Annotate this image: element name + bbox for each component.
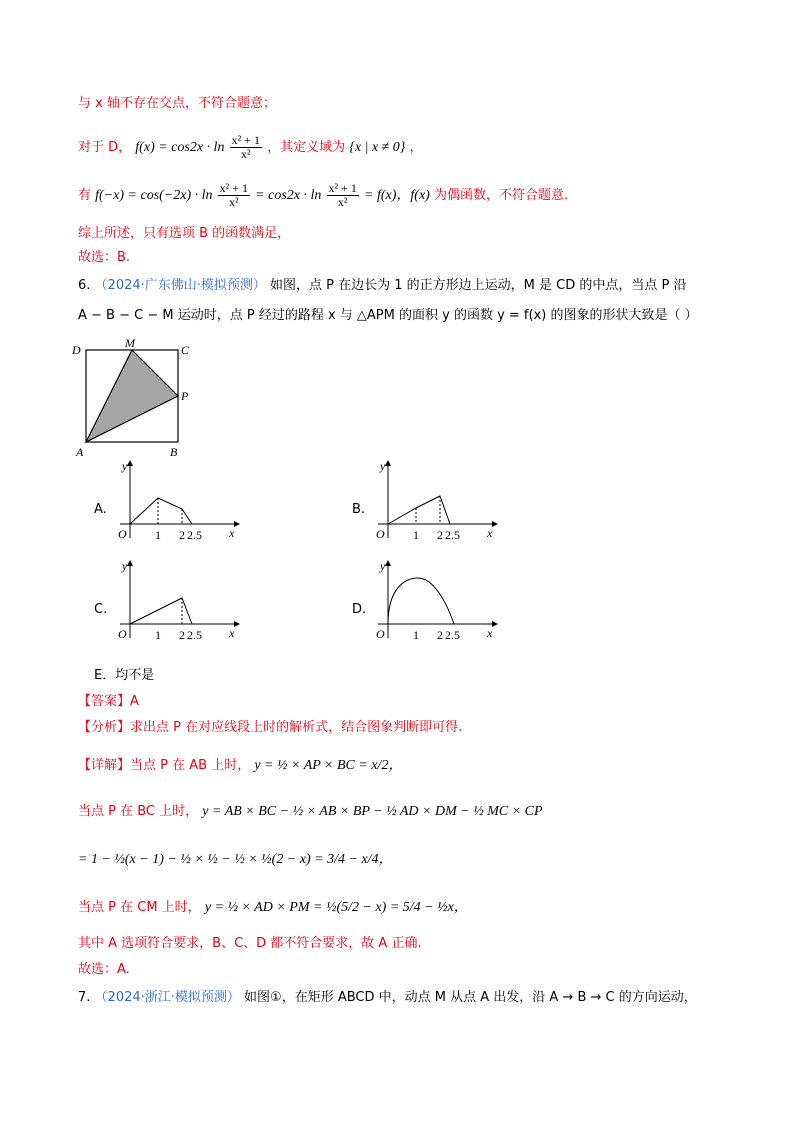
svg-text:1: 1 — [413, 528, 419, 542]
question-7-line-1 — [78, 988, 697, 1008]
label-d: D — [72, 343, 81, 357]
svg-text:2.5: 2.5 — [187, 628, 202, 642]
detail-line-2: 当点 P 在 BC 上时， y = AB × BC − ½ × AB × BP − ½ AD × DM − ½ MC × CP — [78, 804, 543, 819]
detail-line-1: 【详解】当点 P 在 AB 上时， y = ½ × AP × BC = x/2， — [78, 758, 403, 773]
svg-text:2.5: 2.5 — [187, 528, 202, 542]
label-m: M — [125, 336, 135, 350]
conclusion-line: 其中 A 选项符合要求，B、C、D 都不符合要求，故 A 正确. — [78, 936, 422, 951]
svg-text:x: x — [487, 626, 493, 640]
svg-text:y: y — [122, 459, 128, 473]
question-text: 如图，点 P 在边长为 1 的正方形边上运动，M 是 CD 的中点，当点 P 沿 — [270, 278, 687, 293]
option-a-label: A. — [94, 502, 107, 517]
question-6-line-1 — [78, 276, 687, 296]
option-a-curve — [130, 498, 192, 524]
solution-choice: 故选：B. — [78, 250, 131, 265]
svg-text:x: x — [229, 626, 235, 640]
svg-text:x: x — [487, 526, 493, 540]
detail-line-3: = 1 − ½(x − 1) − ½ × ½ − ½ × ½(2 − x) = 3/4 − x/4， — [78, 852, 393, 867]
svg-text:2: 2 — [437, 628, 443, 642]
label-a: A — [76, 445, 84, 459]
svg-text:y: y — [380, 459, 386, 473]
svg-text:2: 2 — [179, 528, 185, 542]
label-p: P — [181, 389, 189, 403]
option-b-curve — [388, 496, 450, 524]
solution-line-2: 对于 D， f(x) = cos2x · ln $\frac{\text{x² + 1}}{\text{x²}}$ ，其定义域为 {x | x ≠ 0} ， — [78, 133, 423, 161]
detail-tag: 【详解】 — [78, 758, 131, 773]
analysis-line: 【分析】求出点 P 在对应线段上时的解析式，结合图象判断即可得. — [78, 720, 463, 735]
answer-value: A — [130, 694, 139, 709]
svg-text:y: y — [122, 559, 128, 573]
svg-text:1: 1 — [413, 628, 419, 642]
option-e: E．均不是 — [94, 668, 155, 683]
choice-line: 故选：A. — [78, 962, 130, 977]
label-c: C — [181, 343, 190, 357]
question-number: 6. — [78, 278, 91, 293]
label-b: B — [170, 445, 178, 459]
svg-text:2: 2 — [437, 528, 443, 542]
svg-text:x: x — [229, 526, 235, 540]
option-c-label: C. — [94, 602, 108, 617]
svg-text:O: O — [376, 527, 385, 541]
option-d-graph — [370, 558, 500, 646]
option-a-graph — [112, 458, 242, 546]
answer-line — [78, 692, 139, 712]
triangle-apm — [86, 350, 178, 442]
option-c-graph — [112, 558, 242, 646]
svg-text:O: O — [118, 627, 127, 641]
svg-text:1: 1 — [155, 528, 161, 542]
svg-text:y: y — [380, 559, 386, 573]
option-b-graph — [370, 458, 500, 546]
question-source: （2024·广东佛山·模拟预测） — [94, 278, 266, 293]
svg-text:O: O — [376, 627, 385, 641]
question-number: 7. — [78, 990, 91, 1005]
solution-line-1: 与 x 轴不存在交点，不符合题意； — [78, 96, 276, 111]
square-figure — [70, 336, 200, 460]
question-source: （2024·浙江·模拟预测） — [94, 990, 240, 1005]
question-text: 如图①，在矩形 ABCD 中，动点 M 从点 A 出发，沿 A → B → C 的方向运动， — [244, 990, 697, 1005]
option-c-curve — [130, 598, 192, 624]
analysis-tag: 【分析】 — [78, 720, 131, 735]
detail-line-4: 当点 P 在 CM 上时， y = ½ × AD × PM = ½(5/2 − x) = 5/4 − ½x， — [78, 900, 468, 915]
question-6-line-2: A − B − C − M 运动时，点 P 经过的路程 x 与 △APM 的面积 y 的函数 y = f(x) 的图象的形状大致是（ ） — [78, 308, 698, 323]
svg-text:2: 2 — [179, 628, 185, 642]
svg-text:1: 1 — [155, 628, 161, 642]
svg-text:O: O — [118, 527, 127, 541]
svg-text:2.5: 2.5 — [445, 528, 460, 542]
answer-tag: 【答案】 — [78, 694, 131, 709]
svg-text:2.5: 2.5 — [445, 628, 460, 642]
option-d-label: D. — [352, 602, 367, 617]
solution-line-3: 有 f(−x) = cos(−2x) · ln $\frac{\text{x² + 1}}{\text{x²}}$ = cos2x · ln $\frac{\text{x² + 1}}{\text{x²}}$ = f(x)，f(x) 为偶函数，不符合题意. — [78, 181, 569, 209]
option-d-curve — [388, 578, 454, 624]
solution-line-4: 综上所述，只有选项 B 的函数满足， — [78, 226, 291, 241]
option-b-label: B. — [352, 502, 366, 517]
